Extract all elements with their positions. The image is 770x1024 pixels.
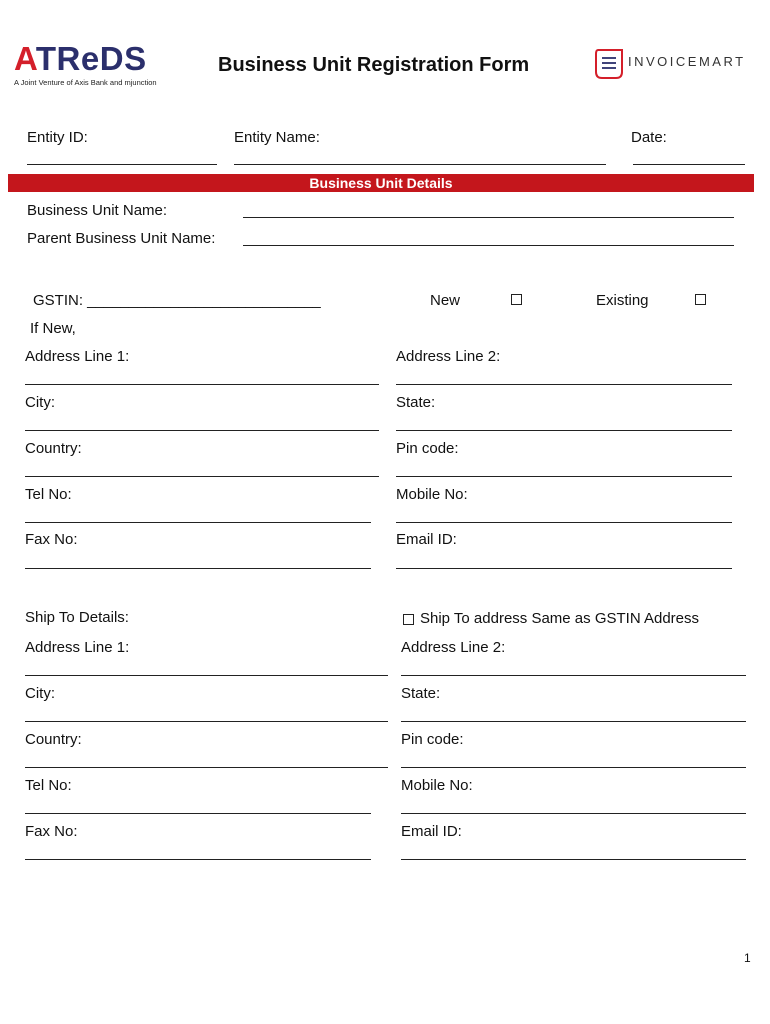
- fax-no-field[interactable]: [25, 568, 371, 569]
- ship-address-line-2-field[interactable]: [401, 675, 746, 676]
- gstin-existing-label: Existing: [596, 292, 649, 309]
- ship-country-label: Country:: [25, 731, 82, 748]
- parent-business-unit-label: Parent Business Unit Name:: [27, 230, 216, 247]
- ship-mobile-no-field[interactable]: [401, 813, 746, 814]
- ship-country-field[interactable]: [25, 767, 388, 768]
- checkbox-icon[interactable]: [511, 294, 522, 305]
- ship-mobile-no-label: Mobile No:: [401, 777, 473, 794]
- mobile-no-field[interactable]: [396, 522, 732, 523]
- ship-state-field[interactable]: [401, 721, 746, 722]
- entity-id-field[interactable]: [27, 164, 217, 165]
- ship-email-id-field[interactable]: [401, 859, 746, 860]
- section-header-business-unit-details: Business Unit Details: [8, 174, 754, 192]
- ship-address-line-1-label: Address Line 1:: [25, 639, 130, 656]
- ship-fax-no-label: Fax No:: [25, 823, 78, 840]
- atreds-logo-subtitle: A Joint Venture of Axis Bank and mjunction: [14, 78, 157, 87]
- address-line-2-field[interactable]: [396, 384, 732, 385]
- ship-to-details-label: Ship To Details:: [25, 609, 129, 626]
- ship-city-field[interactable]: [25, 721, 388, 722]
- email-id-field[interactable]: [396, 568, 732, 569]
- business-unit-name-label: Business Unit Name:: [27, 202, 168, 219]
- mobile-no-label: Mobile No:: [396, 486, 468, 503]
- ship-fax-no-field[interactable]: [25, 859, 371, 860]
- gstin-new-label: New: [430, 292, 461, 309]
- state-field[interactable]: [396, 430, 732, 431]
- date-field[interactable]: [633, 164, 745, 165]
- address-line-2-label: Address Line 2:: [396, 348, 501, 365]
- fax-no-label: Fax No:: [25, 531, 78, 548]
- ship-address-line-2-label: Address Line 2:: [401, 639, 506, 656]
- tel-no-label: Tel No:: [25, 486, 72, 503]
- document-icon: [594, 48, 628, 80]
- entity-name-field[interactable]: [234, 164, 606, 165]
- entity-name-label: Entity Name:: [234, 129, 320, 146]
- country-label: Country:: [25, 440, 82, 457]
- ship-pin-code-field[interactable]: [401, 767, 746, 768]
- tel-no-field[interactable]: [25, 522, 371, 523]
- if-new-label: If New,: [30, 320, 76, 337]
- pin-code-label: Pin code:: [396, 440, 459, 457]
- parent-business-unit-field[interactable]: [243, 245, 734, 246]
- pin-code-field[interactable]: [396, 476, 732, 477]
- ship-email-id-label: Email ID:: [401, 823, 462, 840]
- checkbox-icon[interactable]: [695, 294, 706, 305]
- ship-city-label: City:: [25, 685, 55, 702]
- page-title: Business Unit Registration Form: [218, 54, 530, 76]
- city-label: City:: [25, 394, 55, 411]
- email-id-label: Email ID:: [396, 531, 457, 548]
- ship-tel-no-field[interactable]: [25, 813, 371, 814]
- ship-pin-code-label: Pin code:: [401, 731, 464, 748]
- atreds-logo-mark: ATReDS: [14, 40, 147, 77]
- state-label: State:: [396, 394, 436, 411]
- city-field[interactable]: [25, 430, 379, 431]
- invoicemart-logo-text: INVOICEMART: [628, 54, 746, 69]
- ship-tel-no-label: Tel No:: [25, 777, 72, 794]
- address-line-1-field[interactable]: [25, 384, 379, 385]
- ship-state-label: State:: [401, 685, 441, 702]
- ship-address-line-1-field[interactable]: [25, 675, 388, 676]
- business-unit-name-field[interactable]: [243, 217, 734, 218]
- page-number: 1: [744, 951, 751, 965]
- checkbox-icon[interactable]: [403, 614, 414, 625]
- atreds-logo: [14, 40, 157, 87]
- ship-same-as-gstin-label: Ship To address Same as GSTIN Address: [420, 610, 700, 627]
- entity-id-label: Entity ID:: [27, 129, 88, 146]
- address-line-1-label: Address Line 1:: [25, 348, 130, 365]
- country-field[interactable]: [25, 476, 379, 477]
- gstin-label: GSTIN: ____________________________: [33, 292, 321, 309]
- date-label: Date:: [631, 129, 667, 146]
